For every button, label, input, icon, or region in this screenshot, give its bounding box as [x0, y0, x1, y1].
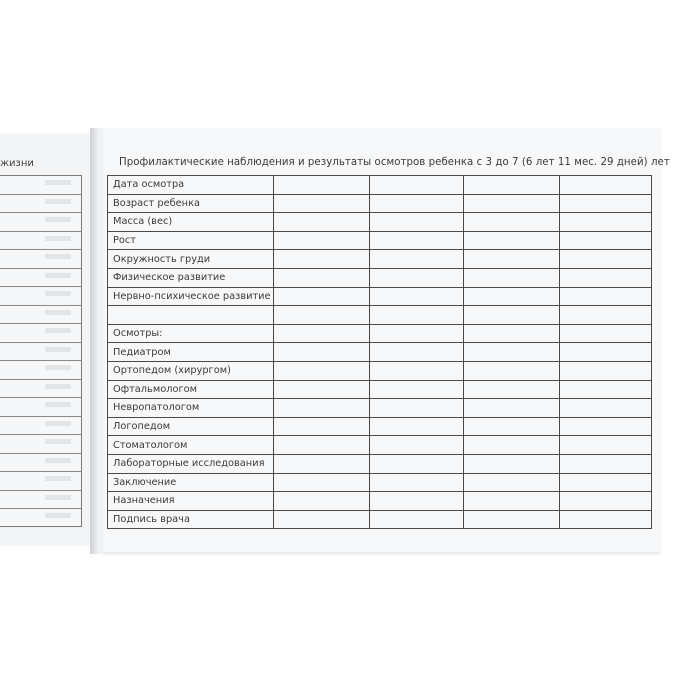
entry-cell[interactable]	[274, 454, 370, 473]
bleed-through-text	[45, 513, 71, 518]
entry-cell[interactable]	[370, 213, 464, 232]
entry-cell[interactable]	[560, 176, 652, 195]
left-table-row	[0, 435, 81, 454]
entry-cell[interactable]	[370, 194, 464, 213]
bleed-through-text	[45, 458, 71, 463]
entry-cell[interactable]	[370, 250, 464, 269]
entry-cell[interactable]	[274, 436, 370, 455]
entry-cell[interactable]	[370, 324, 464, 343]
bleed-through-text	[45, 384, 71, 389]
row-label: Офтальмологом	[108, 380, 274, 399]
bleed-through-text	[45, 439, 71, 444]
entry-cell[interactable]	[560, 454, 652, 473]
entry-cell[interactable]	[560, 213, 652, 232]
entry-cell[interactable]	[560, 399, 652, 418]
entry-cell[interactable]	[560, 436, 652, 455]
table-row	[108, 324, 652, 343]
entry-cell[interactable]	[560, 380, 652, 399]
row-label: Ортопедом (хирургом)	[108, 361, 274, 380]
observation-table	[107, 175, 652, 529]
entry-cell[interactable]	[560, 473, 652, 492]
entry-cell[interactable]	[464, 287, 560, 306]
row-label: Логопедом	[108, 417, 274, 436]
row-label: Осмотры:	[108, 324, 274, 343]
page-fold	[90, 128, 103, 554]
left-table-row	[0, 491, 81, 510]
bleed-through-text	[45, 199, 71, 204]
row-label: Дата осмотра	[108, 176, 274, 195]
table-row	[108, 306, 652, 325]
row-label: Педиатром	[108, 343, 274, 362]
row-label: Масса (вес)	[108, 213, 274, 232]
row-label: Назначения	[108, 492, 274, 511]
entry-cell[interactable]	[464, 436, 560, 455]
entry-cell[interactable]	[560, 417, 652, 436]
entry-cell[interactable]	[274, 324, 370, 343]
entry-cell[interactable]	[370, 417, 464, 436]
table-row	[108, 473, 652, 492]
bleed-through-text	[45, 476, 71, 481]
table-row	[108, 492, 652, 511]
bleed-through-text	[45, 402, 71, 407]
table-row	[108, 454, 652, 473]
entry-cell[interactable]	[370, 454, 464, 473]
row-label: Стоматологом	[108, 436, 274, 455]
entry-cell[interactable]	[370, 343, 464, 362]
left-table-row	[0, 509, 81, 528]
left-table-row	[0, 324, 81, 343]
bleed-through-text	[45, 495, 71, 500]
entry-cell[interactable]	[274, 473, 370, 492]
entry-cell[interactable]	[274, 361, 370, 380]
entry-cell[interactable]	[464, 417, 560, 436]
entry-cell[interactable]	[370, 306, 464, 325]
entry-cell[interactable]	[274, 417, 370, 436]
row-label: Окружность груди	[108, 250, 274, 269]
table-row	[108, 176, 652, 195]
row-label	[108, 306, 274, 325]
table-row	[108, 213, 652, 232]
left-table-row	[0, 306, 81, 325]
left-table-row	[0, 176, 81, 195]
entry-cell[interactable]	[560, 492, 652, 511]
entry-cell[interactable]	[560, 250, 652, 269]
row-label: Физическое развитие	[108, 268, 274, 287]
row-label: Возраст ребенка	[108, 194, 274, 213]
entry-cell[interactable]	[274, 306, 370, 325]
bleed-through-text	[45, 236, 71, 241]
bleed-through-text	[45, 273, 71, 278]
bleed-through-text	[45, 421, 71, 426]
entry-cell[interactable]	[274, 343, 370, 362]
left-table-row	[0, 380, 81, 399]
left-table-row	[0, 472, 81, 491]
entry-cell[interactable]	[274, 492, 370, 511]
entry-cell[interactable]	[464, 343, 560, 362]
entry-cell[interactable]	[370, 399, 464, 418]
entry-cell[interactable]	[274, 231, 370, 250]
entry-cell[interactable]	[560, 324, 652, 343]
left-table-row	[0, 398, 81, 417]
entry-cell[interactable]	[464, 176, 560, 195]
row-label: Невропатологом	[108, 399, 274, 418]
entry-cell[interactable]	[464, 194, 560, 213]
entry-cell[interactable]	[274, 399, 370, 418]
row-label: Рост	[108, 231, 274, 250]
entry-cell[interactable]	[560, 194, 652, 213]
entry-cell[interactable]	[560, 287, 652, 306]
row-label: Лабораторные исследования	[108, 454, 274, 473]
bleed-through-text	[45, 254, 71, 259]
entry-cell[interactable]	[370, 510, 464, 529]
table-row	[108, 436, 652, 455]
left-table-row	[0, 417, 81, 436]
bleed-through-text	[45, 347, 71, 352]
left-page-heading: жизни	[0, 158, 34, 169]
entry-cell[interactable]	[370, 361, 464, 380]
entry-cell[interactable]	[370, 231, 464, 250]
bleed-through-text	[45, 310, 71, 315]
entry-cell[interactable]	[464, 492, 560, 511]
entry-cell[interactable]	[464, 473, 560, 492]
entry-cell[interactable]	[274, 194, 370, 213]
table-row	[108, 194, 652, 213]
entry-cell[interactable]	[464, 510, 560, 529]
entry-cell[interactable]	[370, 176, 464, 195]
entry-cell[interactable]	[560, 343, 652, 362]
right-page	[103, 128, 670, 552]
table-row	[108, 510, 652, 529]
table-row	[108, 231, 652, 250]
entry-cell[interactable]	[274, 250, 370, 269]
entry-cell[interactable]	[464, 250, 560, 269]
table-row	[108, 380, 652, 399]
left-table-row	[0, 269, 81, 288]
left-table-row	[0, 361, 81, 380]
entry-cell[interactable]	[464, 213, 560, 232]
entry-cell[interactable]	[464, 454, 560, 473]
table-row	[108, 417, 652, 436]
table-row	[108, 399, 652, 418]
entry-cell[interactable]	[464, 324, 560, 343]
form-title: Профилактические наблюдения и результаты осмотров ребенка с 3 до 7 (6 лет 11 мес. 29 дней) лет	[119, 157, 670, 168]
entry-cell[interactable]	[274, 213, 370, 232]
entry-cell[interactable]	[464, 306, 560, 325]
left-page-table	[0, 175, 82, 527]
row-label: Нервно-психическое развитие	[108, 287, 274, 306]
entry-cell[interactable]	[464, 231, 560, 250]
row-label: Заключение	[108, 473, 274, 492]
entry-cell[interactable]	[274, 268, 370, 287]
left-table-row	[0, 213, 81, 232]
entry-cell[interactable]	[560, 231, 652, 250]
left-table-row	[0, 454, 81, 473]
bleed-through-text	[45, 365, 71, 370]
left-table-row	[0, 287, 81, 306]
table-row	[108, 250, 652, 269]
table-row	[108, 287, 652, 306]
entry-cell[interactable]	[464, 268, 560, 287]
entry-cell[interactable]	[370, 492, 464, 511]
table-row	[108, 361, 652, 380]
entry-cell[interactable]	[370, 473, 464, 492]
entry-cell[interactable]	[274, 176, 370, 195]
entry-cell[interactable]	[560, 361, 652, 380]
table-row	[108, 268, 652, 287]
bleed-through-text	[45, 180, 71, 185]
entry-cell[interactable]	[370, 268, 464, 287]
entry-cell[interactable]	[274, 287, 370, 306]
row-label: Подпись врача	[108, 510, 274, 529]
left-table-row	[0, 250, 81, 269]
entry-cell[interactable]	[464, 399, 560, 418]
entry-cell[interactable]	[464, 380, 560, 399]
bleed-through-text	[45, 328, 71, 333]
entry-cell[interactable]	[274, 510, 370, 529]
left-table-row	[0, 343, 81, 362]
entry-cell[interactable]	[370, 287, 464, 306]
entry-cell[interactable]	[560, 510, 652, 529]
entry-cell[interactable]	[560, 268, 652, 287]
entry-cell[interactable]	[370, 380, 464, 399]
left-table-row	[0, 232, 81, 251]
table-row	[108, 343, 652, 362]
left-page	[0, 134, 90, 545]
left-table-row	[0, 195, 81, 214]
entry-cell[interactable]	[464, 361, 560, 380]
bleed-through-text	[45, 217, 71, 222]
bleed-through-text	[45, 291, 71, 296]
entry-cell[interactable]	[560, 306, 652, 325]
entry-cell[interactable]	[274, 380, 370, 399]
entry-cell[interactable]	[370, 436, 464, 455]
